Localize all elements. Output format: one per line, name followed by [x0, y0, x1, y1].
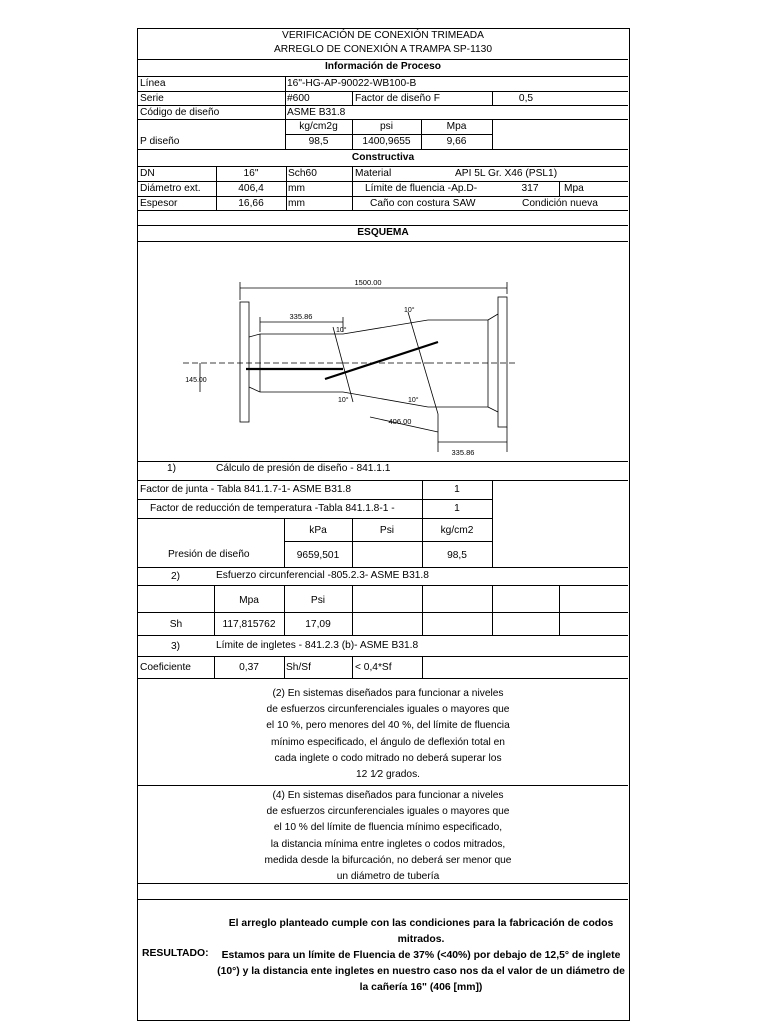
material-label: Material — [355, 168, 392, 179]
limite-value: 317 — [521, 183, 539, 194]
divider — [138, 899, 628, 900]
esquema-header: ESQUEMA — [357, 227, 409, 238]
condicion-text: Condición nueva — [522, 198, 598, 209]
title-line2: ARREGLO DE CONEXIÓN A TRAMPA SP-1130 — [274, 44, 492, 55]
left-flange — [240, 302, 249, 422]
divider — [138, 166, 628, 167]
factor-label: Factor de diseño F — [355, 93, 440, 104]
sh-mpa: 117,815762 — [222, 619, 276, 630]
unit-psi: psi — [379, 121, 394, 132]
divider — [138, 656, 628, 657]
angle-label-3: 10° — [338, 397, 349, 404]
divider — [138, 635, 628, 636]
sch-value: Sch60 — [288, 168, 317, 179]
result-line: la cañería 16" (406 [mm]) — [359, 982, 483, 993]
junta-label: Factor de junta - Tabla 841.1.7-1- ASME B31.8 — [140, 484, 352, 495]
dim-b: 335.86 — [451, 448, 475, 457]
diam-value: 406,4 — [238, 183, 264, 194]
unit-psi: Psi — [379, 525, 395, 536]
p-mpa: 9,66 — [446, 136, 467, 147]
p-psi: 1400,9655 — [362, 136, 411, 147]
angle-label-1: 10° — [336, 327, 347, 334]
unit-kpa: kPa — [309, 525, 327, 536]
divider — [138, 678, 628, 679]
dim-total: 1500.00 — [354, 278, 382, 287]
calc3-title: Límite de ingletes - 841.2.3 (b)- ASME B31.8 — [216, 640, 419, 651]
divider — [138, 883, 628, 884]
divider — [138, 91, 628, 92]
sh-label: Sh — [169, 619, 183, 630]
calc2-num: 2) — [171, 571, 181, 582]
divider — [138, 181, 628, 182]
note2-line: de esfuerzos circunferenciales iguales o mayores que — [266, 704, 510, 716]
result-text-2 — [214, 948, 628, 996]
presion-label: Presión de diseño — [168, 549, 250, 560]
serie-value: #600 — [287, 93, 310, 104]
presion-kpa: 9659,501 — [296, 550, 340, 561]
pipe-schematic — [138, 242, 628, 462]
title-line1: VERIFICACIÓN DE CONEXIÓN TRIMEADA — [282, 30, 484, 41]
divider — [138, 210, 628, 211]
linea-label: Línea — [140, 78, 166, 89]
result-text-1 — [214, 916, 628, 948]
angle-label-4: 10° — [408, 397, 419, 404]
espesor-label: Espesor — [140, 198, 178, 209]
result-line: mitrados. — [397, 934, 445, 945]
diam-label: Diámetro ext. — [140, 183, 201, 194]
note2-line: cada inglete o codo mitrado no deberá superar los — [274, 752, 502, 764]
temp-value: 1 — [454, 503, 460, 514]
verification-sheet — [137, 28, 630, 1021]
factor-value: 0,5 — [518, 93, 534, 104]
divider — [138, 480, 628, 481]
dn-value: 16" — [243, 168, 259, 179]
codigo-value: ASME B31.8 — [287, 107, 346, 118]
ratio-label: Sh/Sf — [286, 662, 311, 673]
divider — [138, 225, 628, 226]
linea-value: 16"-HG-AP-90022-WB100-B — [287, 78, 417, 89]
note4-line: medida desde la bifurcación, no deberá ser menor que — [264, 854, 512, 866]
cond-label: < 0,4*Sf — [355, 662, 392, 673]
note4-line: la distancia mínima entre ingletes o codos mitrados, — [270, 838, 506, 850]
divider — [138, 76, 628, 77]
note2-line: (2) En sistemas diseñados para funcionar a niveles — [272, 688, 504, 699]
result-line: Estamos para un límite de Fluencia de 37% (<40%) por debajo de 12,5° de inglete — [221, 950, 621, 961]
espesor-unit: mm — [288, 198, 305, 209]
note2-line: mínimo especificado, el ángulo de deflexión total en — [271, 736, 505, 748]
divider — [138, 149, 628, 150]
note-2 — [248, 686, 528, 783]
material-value: API 5L Gr. X46 (PSL1) — [455, 168, 558, 179]
coef-value: 0,37 — [239, 662, 259, 673]
divider — [138, 785, 628, 786]
divider — [138, 196, 628, 197]
temp-label: Factor de reducción de temperatura -Tabla 841.1.8-1 - — [150, 503, 395, 514]
dn-label: DN — [140, 168, 155, 179]
divider — [138, 461, 628, 462]
codigo-label: Código de diseño — [140, 107, 220, 118]
divider — [138, 59, 628, 60]
coef-label: Coeficiente — [140, 662, 191, 673]
presion-kg: 98,5 — [447, 550, 467, 561]
calc1-num: 1) — [167, 463, 177, 474]
unit-mpa-2: Mpa — [239, 595, 259, 606]
dim-h: 145.00 — [185, 377, 207, 384]
limite-label: Límite de fluencia -Ap.D- — [365, 183, 478, 194]
divider — [138, 567, 628, 568]
note2-line: el 10 %, pero menores del 40 %, del límite de fluencia — [266, 720, 510, 732]
note4-line: de esfuerzos circunferenciales iguales o mayores que — [266, 806, 510, 818]
p-kg: 98,5 — [308, 136, 329, 147]
diam-unit: mm — [288, 183, 305, 194]
junta-value: 1 — [454, 484, 460, 495]
calc1-title: Cálculo de presión de diseño - 841.1.1 — [216, 463, 391, 474]
unit-mpa: Mpa — [446, 121, 467, 132]
note4-line: (4) En sistemas diseñados para funcionar a niveles — [272, 790, 504, 801]
unit-kgcm2: kg/cm2 — [440, 525, 474, 536]
divider — [138, 105, 628, 106]
calc2-title: Esfuerzo circunferencial -805.2.3- ASME B31.8 — [216, 570, 429, 581]
cano-text: Caño con costura SAW — [370, 198, 476, 209]
divider — [138, 585, 628, 586]
note4-line: el 10 % del límite de fluencia mínimo especificado, — [273, 822, 503, 834]
note-4 — [248, 788, 528, 885]
limite-unit: Mpa — [564, 183, 584, 194]
sh-psi: 17,09 — [305, 619, 331, 630]
serie-label: Serie — [140, 93, 164, 104]
note4-line: un diámetro de tubería — [336, 871, 440, 883]
calc3-num: 3) — [171, 641, 181, 652]
unit-kg: kg/cm2g — [299, 121, 338, 132]
espesor-value: 16,66 — [238, 198, 264, 209]
right-flange — [498, 297, 507, 427]
unit-psi-2: Psi — [310, 595, 326, 606]
dim-a: 335.86 — [289, 312, 313, 321]
angle-label-2: 10° — [404, 307, 415, 314]
dim-diag: 406.00 — [388, 417, 412, 426]
pdiseno-label: P diseño — [140, 136, 180, 147]
result-line: (10°) y la distancia ente ingletes en nuestro caso nos da el valor de un diámetro de — [217, 966, 625, 977]
divider — [138, 119, 628, 120]
result-label: RESULTADO: — [142, 948, 209, 959]
result-line: El arreglo planteado cumple con las condiciones para la fabricación de codos — [228, 918, 614, 929]
process-header: Información de Proceso — [324, 61, 442, 72]
note2-line: 12 1⁄2 grados. — [355, 769, 420, 781]
constructive-header: Constructiva — [351, 152, 415, 163]
